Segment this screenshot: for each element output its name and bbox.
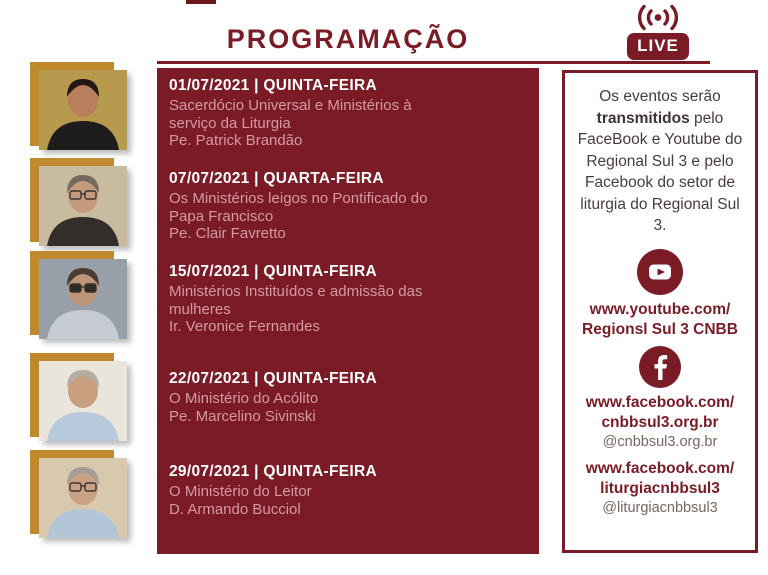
cropped-top-artifact (186, 0, 216, 4)
youtube-url-line2[interactable]: Regionsl Sul 3 CNBB (582, 320, 738, 338)
entry-speaker: Pe. Marcelino Sivinski (169, 407, 316, 425)
info-text-part: Os eventos serão (599, 88, 721, 105)
entry-date: 22/07/2021 | QUINTA-FEIRA (169, 370, 377, 387)
broadcast-info-text (572, 86, 748, 237)
entry-speaker: Pe. Patrick Brandão (169, 132, 303, 149)
entry-speaker: Pe. Clair Favretto (169, 225, 286, 242)
facebook-icon[interactable] (639, 346, 681, 388)
schedule-entry (169, 462, 519, 518)
speaker-portrait (39, 166, 127, 246)
speaker-portrait (39, 70, 127, 150)
entry-speaker: D. Armando Bucciol (169, 500, 301, 518)
facebook-url1-line2[interactable]: cnbbsul3.org.br (601, 413, 719, 431)
speaker-portrait (39, 259, 127, 339)
entry-topic: Ministérios Instituídos e admissão das mulheres (169, 283, 423, 318)
title-underline (157, 61, 710, 64)
entry-date: 01/07/2021 | QUINTA-FEIRA (169, 77, 377, 94)
broadcast-info-box (562, 70, 758, 553)
schedule-entry (169, 369, 519, 425)
entry-date: 07/07/2021 | QUARTA-FEIRA (169, 170, 384, 187)
facebook-url1-line1[interactable]: www.facebook.com/ (585, 393, 735, 411)
live-label: LIVE (627, 33, 689, 60)
speaker-photo (30, 158, 130, 250)
entry-date: 29/07/2021 | QUINTA-FEIRA (169, 463, 377, 480)
youtube-icon[interactable] (637, 249, 683, 295)
speaker-portrait (39, 458, 127, 538)
schedule-entry (169, 262, 519, 336)
facebook-handle2[interactable]: @liturgiacnbbsul3 (602, 499, 718, 516)
schedule-entry (169, 169, 519, 243)
schedule-panel (157, 68, 539, 554)
live-badge (620, 3, 696, 60)
entry-topic: Os Ministérios leigos no Pontificado do Papa Francisco (169, 190, 428, 225)
page-title: PROGRAMAÇÃO (226, 24, 470, 54)
facebook-url2-line1[interactable]: www.facebook.com/ (585, 459, 735, 477)
speaker-photo (30, 62, 130, 154)
entry-topic: Sacerdócio Universal e Ministérios à serviço da Liturgia (169, 97, 412, 132)
schedule-entry (169, 76, 519, 150)
speaker-photo (30, 353, 130, 445)
broadcast-waves-icon (633, 3, 683, 32)
entry-topic: O Ministério do Acólito (169, 390, 319, 407)
speaker-portrait (39, 361, 127, 441)
info-text-bold: transmitidos (596, 109, 690, 127)
info-text-part: pelo FaceBook e Youtube do Regional Sul 3 e pelo Facebook do setor de liturgia do Regional Sul 3. (577, 109, 743, 234)
entry-topic: O Ministério do Leitor (169, 483, 312, 500)
speaker-photo (30, 450, 130, 542)
youtube-url-line1[interactable]: www.youtube.com/ (589, 300, 731, 318)
facebook-url2-line2[interactable]: liturgiacnbbsul3 (600, 479, 720, 497)
speaker-photo (30, 251, 130, 343)
entry-date: 15/07/2021 | QUINTA-FEIRA (169, 263, 377, 280)
facebook-handle1[interactable]: @cnbbsul3.org.br (602, 433, 718, 450)
entry-speaker: Ir. Veronice Fernandes (169, 318, 320, 335)
